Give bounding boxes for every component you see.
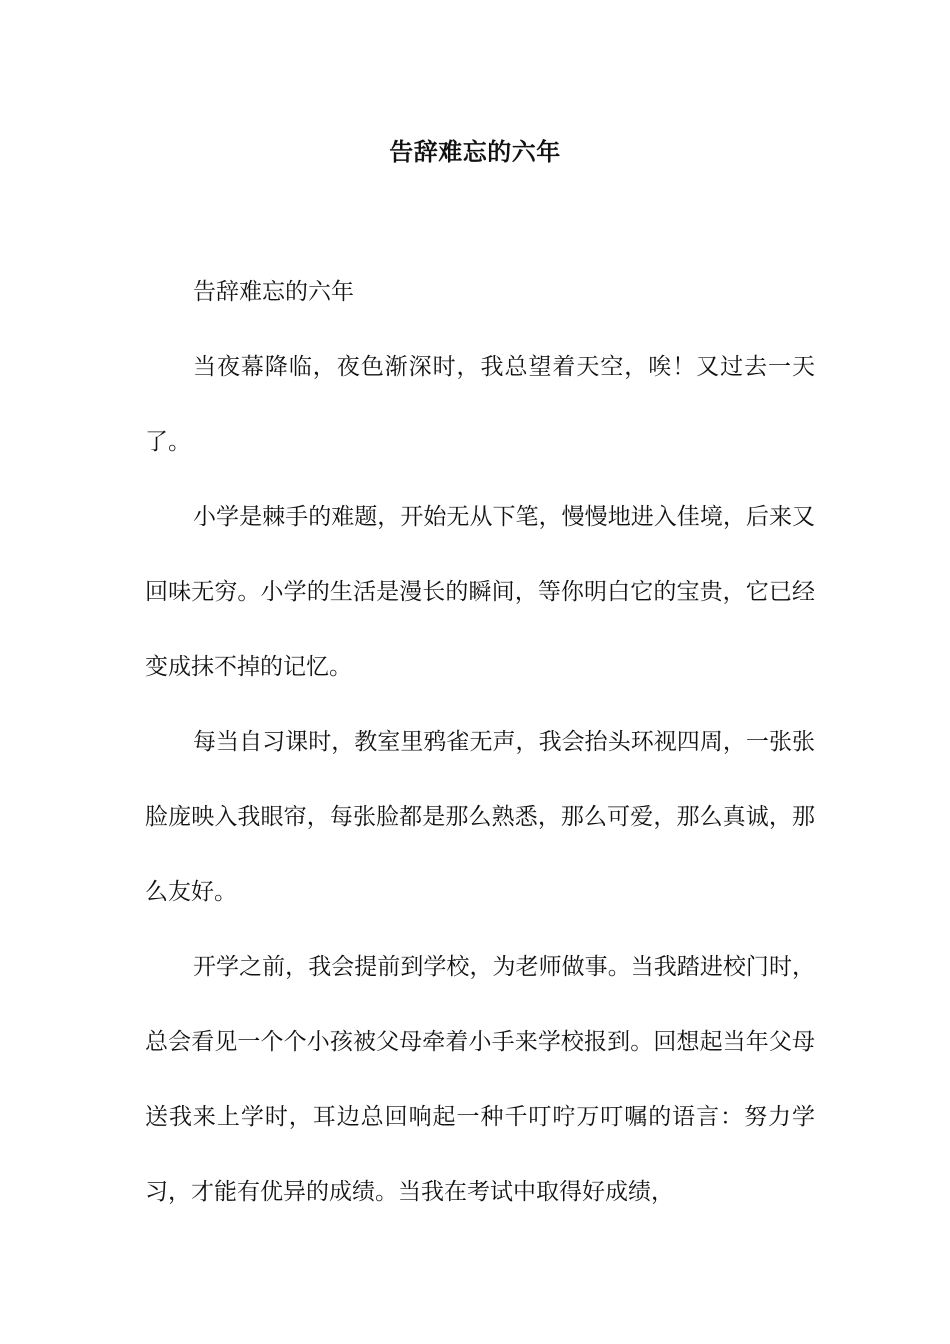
document-body <box>145 255 815 1230</box>
paragraph-school-start: 开学之前，我会提前到学校，为老师做事。当我踏进校门时，总会看见一个个小孩被父母牵着小手来学校报到。回想起当年父母送我来上学时，耳边总回响起一种千叮咛万叮嘱的语言：努力学习，才能有优异的成绩。当我在考试中取得好成绩， <box>145 954 815 1205</box>
paragraph-primary-school: 小学是棘手的难题，开始无从下笔，慢慢地进入佳境，后来又回味无穷。小学的生活是漫长的瞬间，等你明白它的宝贵，它已经变成抹不掉的记忆。 <box>145 504 815 680</box>
paragraph-subtitle: 告辞难忘的六年 <box>193 279 354 305</box>
paragraph-night: 当夜幕降临，夜色渐深时，我总望着天空，唉！又过去一天了。 <box>145 354 815 455</box>
paragraph-study-hall: 每当自习课时，教室里鸦雀无声，我会抬头环视四周，一张张脸庞映入我眼帘，每张脸都是那么熟悉，那么可爱，那么真诚，那么友好。 <box>145 729 815 905</box>
document-title: 告辞难忘的六年 <box>389 137 561 166</box>
